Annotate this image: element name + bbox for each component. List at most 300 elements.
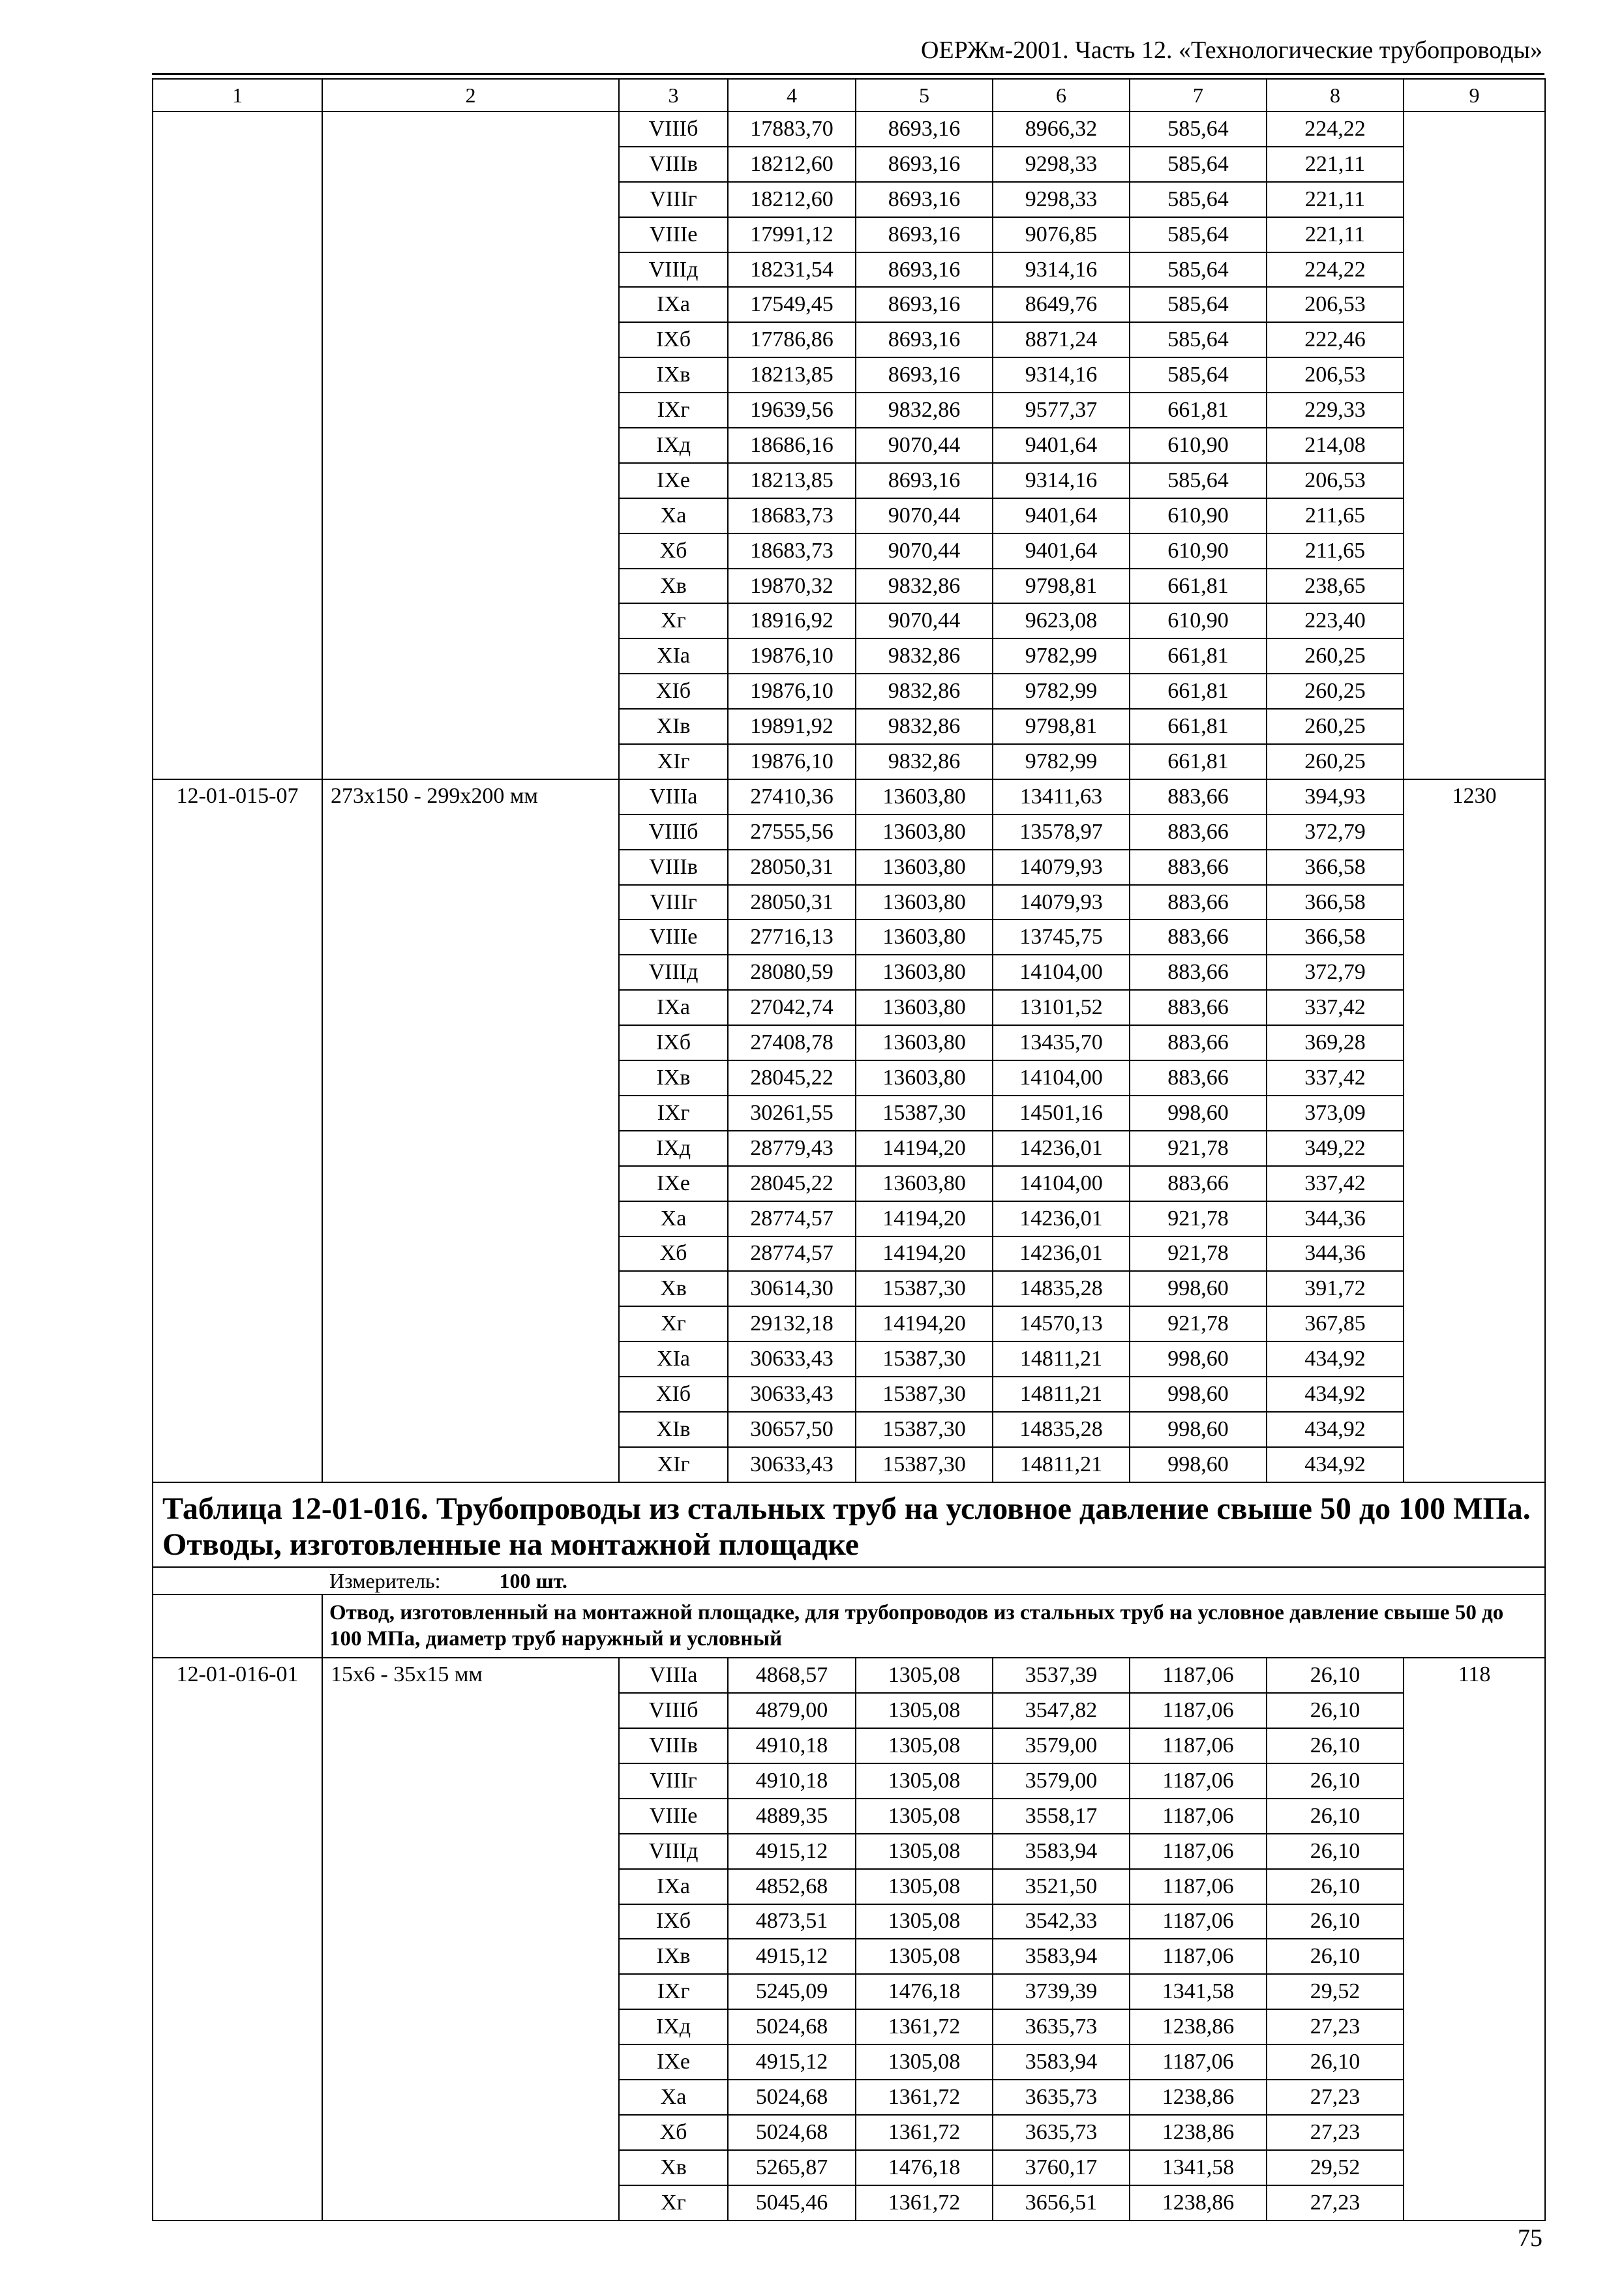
machinists-wages: 661,81 [1130, 569, 1267, 604]
section-description: Отвод, изготовленный на монтажной площадке, для трубопроводов из стальных труб на условное давление свыше 50 до 100 МПа, диаметр труб наружный и условный [322, 1594, 1545, 1658]
region-code: IXб [619, 1904, 728, 1939]
column-number: 5 [856, 79, 993, 112]
materials-cost: 260,25 [1267, 674, 1404, 709]
machine-cost: 14104,00 [993, 1166, 1130, 1201]
machinists-wages: 1187,06 [1130, 1728, 1267, 1763]
region-code: IXе [619, 2044, 728, 2080]
column-number: 1 [153, 79, 322, 112]
column-number-row [153, 79, 1545, 112]
materials-cost: 27,23 [1267, 2185, 1404, 2221]
machinists-wages: 883,66 [1130, 850, 1267, 885]
total-cost: 18916,92 [728, 603, 856, 638]
page-number: 75 [1518, 2224, 1542, 2252]
wages: 13603,80 [856, 815, 993, 850]
machinists-wages: 883,66 [1130, 885, 1267, 920]
wages: 15387,30 [856, 1096, 993, 1131]
wages: 9070,44 [856, 533, 993, 569]
total-cost: 4852,68 [728, 1869, 856, 1904]
machinists-wages: 1238,86 [1130, 2009, 1267, 2044]
total-cost: 4889,35 [728, 1799, 856, 1834]
machinists-wages: 1187,06 [1130, 2044, 1267, 2080]
machine-cost: 9298,33 [993, 182, 1130, 217]
wages: 14194,20 [856, 1236, 993, 1272]
machinists-wages: 610,90 [1130, 428, 1267, 463]
wages: 13603,80 [856, 1025, 993, 1060]
total-cost: 4915,12 [728, 1939, 856, 1974]
materials-cost: 206,53 [1267, 463, 1404, 498]
wages: 15387,30 [856, 1271, 993, 1306]
machine-cost: 3537,39 [993, 1658, 1130, 1693]
wages: 13603,80 [856, 955, 993, 990]
machinists-wages: 883,66 [1130, 920, 1267, 955]
materials-cost: 372,79 [1267, 955, 1404, 990]
machine-cost: 3547,82 [993, 1693, 1130, 1728]
materials-cost: 367,85 [1267, 1306, 1404, 1341]
machine-cost: 14236,01 [993, 1131, 1130, 1166]
machine-cost: 9314,16 [993, 252, 1130, 288]
machine-cost: 9401,64 [993, 533, 1130, 569]
total-cost: 4873,51 [728, 1904, 856, 1939]
region-code: IXа [619, 287, 728, 322]
column-number: 2 [322, 79, 619, 112]
machinists-wages: 585,64 [1130, 147, 1267, 182]
region-code: IXв [619, 1939, 728, 1974]
total-cost: 29132,18 [728, 1306, 856, 1341]
wages: 1305,08 [856, 1939, 993, 1974]
machinists-wages: 585,64 [1130, 112, 1267, 147]
total-cost: 18683,73 [728, 533, 856, 569]
column-number: 8 [1267, 79, 1404, 112]
meter-label: Измеритель: [329, 1569, 441, 1593]
materials-cost: 211,65 [1267, 498, 1404, 533]
total-cost: 19876,10 [728, 674, 856, 709]
pipe-size: 273х150 - 299х200 мм [322, 779, 619, 1482]
region-code: IXг [619, 1096, 728, 1131]
description-empty-cell [153, 1594, 322, 1658]
materials-cost: 26,10 [1267, 1939, 1404, 1974]
region-code: XIг [619, 744, 728, 779]
total-cost: 28045,22 [728, 1166, 856, 1201]
machine-cost: 9577,37 [993, 393, 1130, 428]
region-code: XIв [619, 709, 728, 744]
region-code: IXг [619, 1974, 728, 2009]
wages: 9832,86 [856, 569, 993, 604]
region-code: VIIIв [619, 1728, 728, 1763]
labor-hours: 1230 [1404, 779, 1545, 1482]
materials-cost: 260,25 [1267, 709, 1404, 744]
machine-cost: 14104,00 [993, 955, 1130, 990]
total-cost: 5024,68 [728, 2009, 856, 2044]
materials-cost: 229,33 [1267, 393, 1404, 428]
total-cost: 4868,57 [728, 1658, 856, 1693]
machine-cost: 9798,81 [993, 569, 1130, 604]
total-cost: 4879,00 [728, 1693, 856, 1728]
column-number: 7 [1130, 79, 1267, 112]
total-cost: 27408,78 [728, 1025, 856, 1060]
wages: 8693,16 [856, 252, 993, 288]
total-cost: 27042,74 [728, 990, 856, 1025]
total-cost: 18683,73 [728, 498, 856, 533]
machinists-wages: 998,60 [1130, 1412, 1267, 1447]
column-number: 4 [728, 79, 856, 112]
wages: 1305,08 [856, 1834, 993, 1869]
materials-cost: 369,28 [1267, 1025, 1404, 1060]
materials-cost: 223,40 [1267, 603, 1404, 638]
machinists-wages: 998,60 [1130, 1096, 1267, 1131]
total-cost: 5245,09 [728, 1974, 856, 2009]
column-number: 6 [993, 79, 1130, 112]
region-code: VIIIг [619, 885, 728, 920]
region-code: VIIIг [619, 182, 728, 217]
materials-cost: 27,23 [1267, 2115, 1404, 2150]
total-cost: 5024,68 [728, 2080, 856, 2115]
materials-cost: 221,11 [1267, 182, 1404, 217]
materials-cost: 27,23 [1267, 2009, 1404, 2044]
region-code: VIIIв [619, 147, 728, 182]
machinists-wages: 1187,06 [1130, 1939, 1267, 1974]
machinists-wages: 585,64 [1130, 357, 1267, 393]
wages: 1305,08 [856, 1904, 993, 1939]
region-code: IXб [619, 1025, 728, 1060]
wages: 1305,08 [856, 1658, 993, 1693]
region-code: Xа [619, 498, 728, 533]
materials-cost: 26,10 [1267, 1869, 1404, 1904]
wages: 9070,44 [856, 428, 993, 463]
machine-cost: 3583,94 [993, 1939, 1130, 1974]
machine-cost: 9782,99 [993, 638, 1130, 674]
wages: 8693,16 [856, 357, 993, 393]
region-code: Xб [619, 533, 728, 569]
total-cost: 28774,57 [728, 1201, 856, 1236]
materials-cost: 366,58 [1267, 920, 1404, 955]
machinists-wages: 883,66 [1130, 815, 1267, 850]
total-cost: 18213,85 [728, 463, 856, 498]
total-cost: 27555,56 [728, 815, 856, 850]
pipe-size: 15х6 - 35х15 мм [322, 1658, 619, 2220]
wages: 9832,86 [856, 674, 993, 709]
machinists-wages: 921,78 [1130, 1306, 1267, 1341]
wages: 13603,80 [856, 990, 993, 1025]
total-cost: 19870,32 [728, 569, 856, 604]
materials-cost: 224,22 [1267, 112, 1404, 147]
total-cost: 17786,86 [728, 322, 856, 357]
region-code: Xа [619, 1201, 728, 1236]
region-code: Xг [619, 1306, 728, 1341]
machine-cost: 3583,94 [993, 2044, 1130, 2080]
wages: 13603,80 [856, 1166, 993, 1201]
materials-cost: 434,92 [1267, 1447, 1404, 1482]
wages: 15387,30 [856, 1341, 993, 1377]
region-code: XIв [619, 1412, 728, 1447]
region-code: VIIIв [619, 850, 728, 885]
item-code [153, 112, 322, 779]
machine-cost: 14079,93 [993, 885, 1130, 920]
materials-cost: 26,10 [1267, 1658, 1404, 1693]
materials-cost: 434,92 [1267, 1377, 1404, 1412]
wages: 1305,08 [856, 1799, 993, 1834]
region-code: XIа [619, 638, 728, 674]
wages: 8693,16 [856, 112, 993, 147]
machinists-wages: 585,64 [1130, 252, 1267, 288]
region-code: VIIIд [619, 252, 728, 288]
machinists-wages: 998,60 [1130, 1447, 1267, 1482]
total-cost: 4910,18 [728, 1728, 856, 1763]
total-cost: 4915,12 [728, 2044, 856, 2080]
materials-cost: 26,10 [1267, 1834, 1404, 1869]
machinists-wages: 1187,06 [1130, 1799, 1267, 1834]
region-code: IXе [619, 463, 728, 498]
region-code: Xв [619, 2150, 728, 2185]
materials-cost: 211,65 [1267, 533, 1404, 569]
machinists-wages: 883,66 [1130, 779, 1267, 815]
total-cost: 18686,16 [728, 428, 856, 463]
total-cost: 30657,50 [728, 1412, 856, 1447]
materials-cost: 349,22 [1267, 1131, 1404, 1166]
machine-cost: 14570,13 [993, 1306, 1130, 1341]
materials-cost: 391,72 [1267, 1271, 1404, 1306]
region-code: VIIIе [619, 920, 728, 955]
wages: 13603,80 [856, 885, 993, 920]
machinists-wages: 1238,86 [1130, 2080, 1267, 2115]
machine-cost: 9401,64 [993, 428, 1130, 463]
wages: 14194,20 [856, 1201, 993, 1236]
machinists-wages: 1341,58 [1130, 1974, 1267, 2009]
total-cost: 4910,18 [728, 1763, 856, 1799]
region-code: Xг [619, 2185, 728, 2221]
region-code: IXд [619, 1131, 728, 1166]
materials-cost: 366,58 [1267, 850, 1404, 885]
total-cost: 28050,31 [728, 850, 856, 885]
region-code: IXв [619, 1060, 728, 1096]
materials-cost: 221,11 [1267, 217, 1404, 252]
machine-cost: 14835,28 [993, 1271, 1130, 1306]
total-cost: 5045,46 [728, 2185, 856, 2221]
machine-cost: 13745,75 [993, 920, 1130, 955]
total-cost: 28045,22 [728, 1060, 856, 1096]
header-rule [152, 73, 1544, 75]
description-row [153, 1594, 1545, 1658]
materials-cost: 337,42 [1267, 990, 1404, 1025]
machine-cost: 9782,99 [993, 744, 1130, 779]
table-row [153, 1658, 1545, 1693]
wages: 9832,86 [856, 709, 993, 744]
machine-cost: 3542,33 [993, 1904, 1130, 1939]
wages: 14194,20 [856, 1131, 993, 1166]
total-cost: 5265,87 [728, 2150, 856, 2185]
machine-cost: 14104,00 [993, 1060, 1130, 1096]
machinists-wages: 921,78 [1130, 1201, 1267, 1236]
total-cost: 30633,43 [728, 1341, 856, 1377]
region-code: XIб [619, 1377, 728, 1412]
region-code: Xб [619, 2115, 728, 2150]
materials-cost: 394,93 [1267, 779, 1404, 815]
materials-cost: 337,42 [1267, 1166, 1404, 1201]
total-cost: 28080,59 [728, 955, 856, 990]
materials-cost: 206,53 [1267, 287, 1404, 322]
machine-cost: 3739,39 [993, 1974, 1130, 2009]
wages: 13603,80 [856, 1060, 993, 1096]
machine-cost: 3579,00 [993, 1763, 1130, 1799]
machinists-wages: 585,64 [1130, 322, 1267, 357]
section-title-row [153, 1482, 1545, 1567]
wages: 8693,16 [856, 322, 993, 357]
machine-cost: 3760,17 [993, 2150, 1130, 2185]
materials-cost: 238,65 [1267, 569, 1404, 604]
section-title: Таблица 12-01-016. Трубопроводы из стальных труб на условное давление свыше 50 до 100 МПа. Отводы, изготовленные на монтажной площадке [153, 1482, 1545, 1567]
machine-cost: 3656,51 [993, 2185, 1130, 2221]
machinists-wages: 883,66 [1130, 1025, 1267, 1060]
machine-cost: 14811,21 [993, 1447, 1130, 1482]
rates-table [152, 78, 1546, 2221]
running-header: ОЕРЖм-2001. Часть 12. «Технологические трубопроводы» [920, 37, 1542, 64]
total-cost: 19639,56 [728, 393, 856, 428]
wages: 9832,86 [856, 638, 993, 674]
wages: 13603,80 [856, 850, 993, 885]
machine-cost: 9623,08 [993, 603, 1130, 638]
total-cost: 17991,12 [728, 217, 856, 252]
meter-value: 100 шт. [499, 1569, 567, 1593]
table-row [153, 779, 1545, 815]
machinists-wages: 998,60 [1130, 1271, 1267, 1306]
wages: 9832,86 [856, 744, 993, 779]
wages: 1361,72 [856, 2009, 993, 2044]
wages: 1305,08 [856, 1763, 993, 1799]
total-cost: 5024,68 [728, 2115, 856, 2150]
materials-cost: 373,09 [1267, 1096, 1404, 1131]
machine-cost: 14236,01 [993, 1201, 1130, 1236]
machine-cost: 3635,73 [993, 2115, 1130, 2150]
pipe-size [322, 112, 619, 779]
machinists-wages: 1187,06 [1130, 1658, 1267, 1693]
region-code: IXг [619, 393, 728, 428]
machine-cost: 14236,01 [993, 1236, 1130, 1272]
wages: 9832,86 [856, 393, 993, 428]
region-code: Xа [619, 2080, 728, 2115]
total-cost: 18212,60 [728, 182, 856, 217]
wages: 1305,08 [856, 1693, 993, 1728]
materials-cost: 26,10 [1267, 1693, 1404, 1728]
table-row [153, 112, 1545, 147]
total-cost: 18231,54 [728, 252, 856, 288]
wages: 9070,44 [856, 498, 993, 533]
machine-cost: 9314,16 [993, 463, 1130, 498]
materials-cost: 26,10 [1267, 1763, 1404, 1799]
wages: 1361,72 [856, 2185, 993, 2221]
total-cost: 27410,36 [728, 779, 856, 815]
total-cost: 4915,12 [728, 1834, 856, 1869]
region-code: IXб [619, 322, 728, 357]
machinists-wages: 1238,86 [1130, 2115, 1267, 2150]
total-cost: 19891,92 [728, 709, 856, 744]
region-code: VIIIд [619, 1834, 728, 1869]
machine-cost: 3579,00 [993, 1728, 1130, 1763]
machinists-wages: 610,90 [1130, 533, 1267, 569]
machine-cost: 3558,17 [993, 1799, 1130, 1834]
machine-cost: 14811,21 [993, 1377, 1130, 1412]
machinists-wages: 661,81 [1130, 674, 1267, 709]
wages: 8693,16 [856, 463, 993, 498]
materials-cost: 337,42 [1267, 1060, 1404, 1096]
materials-cost: 26,10 [1267, 2044, 1404, 2080]
machine-cost: 14079,93 [993, 850, 1130, 885]
wages: 1361,72 [856, 2115, 993, 2150]
materials-cost: 222,46 [1267, 322, 1404, 357]
region-code: IXв [619, 357, 728, 393]
machine-cost: 9401,64 [993, 498, 1130, 533]
machine-cost: 8871,24 [993, 322, 1130, 357]
region-code: VIIIб [619, 112, 728, 147]
machinists-wages: 1341,58 [1130, 2150, 1267, 2185]
machine-cost: 9076,85 [993, 217, 1130, 252]
materials-cost: 29,52 [1267, 1974, 1404, 2009]
machinists-wages: 1238,86 [1130, 2185, 1267, 2221]
total-cost: 27716,13 [728, 920, 856, 955]
labor-hours [1404, 112, 1545, 779]
total-cost: 30614,30 [728, 1271, 856, 1306]
machine-cost: 13101,52 [993, 990, 1130, 1025]
wages: 8693,16 [856, 147, 993, 182]
column-number: 9 [1404, 79, 1545, 112]
wages: 1476,18 [856, 1974, 993, 2009]
total-cost: 28779,43 [728, 1131, 856, 1166]
materials-cost: 366,58 [1267, 885, 1404, 920]
wages: 14194,20 [856, 1306, 993, 1341]
materials-cost: 434,92 [1267, 1412, 1404, 1447]
machine-cost: 14835,28 [993, 1412, 1130, 1447]
materials-cost: 434,92 [1267, 1341, 1404, 1377]
wages: 8693,16 [856, 182, 993, 217]
region-code: VIIIе [619, 1799, 728, 1834]
wages: 1305,08 [856, 2044, 993, 2080]
wages: 1476,18 [856, 2150, 993, 2185]
region-code: Xб [619, 1236, 728, 1272]
machinists-wages: 661,81 [1130, 638, 1267, 674]
machinists-wages: 661,81 [1130, 744, 1267, 779]
wages: 8693,16 [856, 217, 993, 252]
machinists-wages: 883,66 [1130, 955, 1267, 990]
total-cost: 30261,55 [728, 1096, 856, 1131]
total-cost: 19876,10 [728, 638, 856, 674]
machinists-wages: 883,66 [1130, 1060, 1267, 1096]
wages: 15387,30 [856, 1377, 993, 1412]
wages: 8693,16 [856, 287, 993, 322]
machine-cost: 9314,16 [993, 357, 1130, 393]
total-cost: 30633,43 [728, 1447, 856, 1482]
materials-cost: 344,36 [1267, 1236, 1404, 1272]
machinists-wages: 921,78 [1130, 1131, 1267, 1166]
machinists-wages: 998,60 [1130, 1341, 1267, 1377]
machine-cost: 3635,73 [993, 2080, 1130, 2115]
materials-cost: 214,08 [1267, 428, 1404, 463]
wages: 1305,08 [856, 1869, 993, 1904]
machine-cost: 8649,76 [993, 287, 1130, 322]
materials-cost: 260,25 [1267, 744, 1404, 779]
machine-cost: 9782,99 [993, 674, 1130, 709]
region-code: IXд [619, 428, 728, 463]
machinists-wages: 1187,06 [1130, 1904, 1267, 1939]
machinists-wages: 610,90 [1130, 498, 1267, 533]
item-code: 12-01-015-07 [153, 779, 322, 1482]
machine-cost: 3521,50 [993, 1869, 1130, 1904]
machinists-wages: 585,64 [1130, 287, 1267, 322]
materials-cost: 26,10 [1267, 1728, 1404, 1763]
region-code: VIIIа [619, 1658, 728, 1693]
region-code: IXд [619, 2009, 728, 2044]
region-code: IXа [619, 990, 728, 1025]
machinists-wages: 921,78 [1130, 1236, 1267, 1272]
machinists-wages: 1187,06 [1130, 1693, 1267, 1728]
machinists-wages: 610,90 [1130, 603, 1267, 638]
